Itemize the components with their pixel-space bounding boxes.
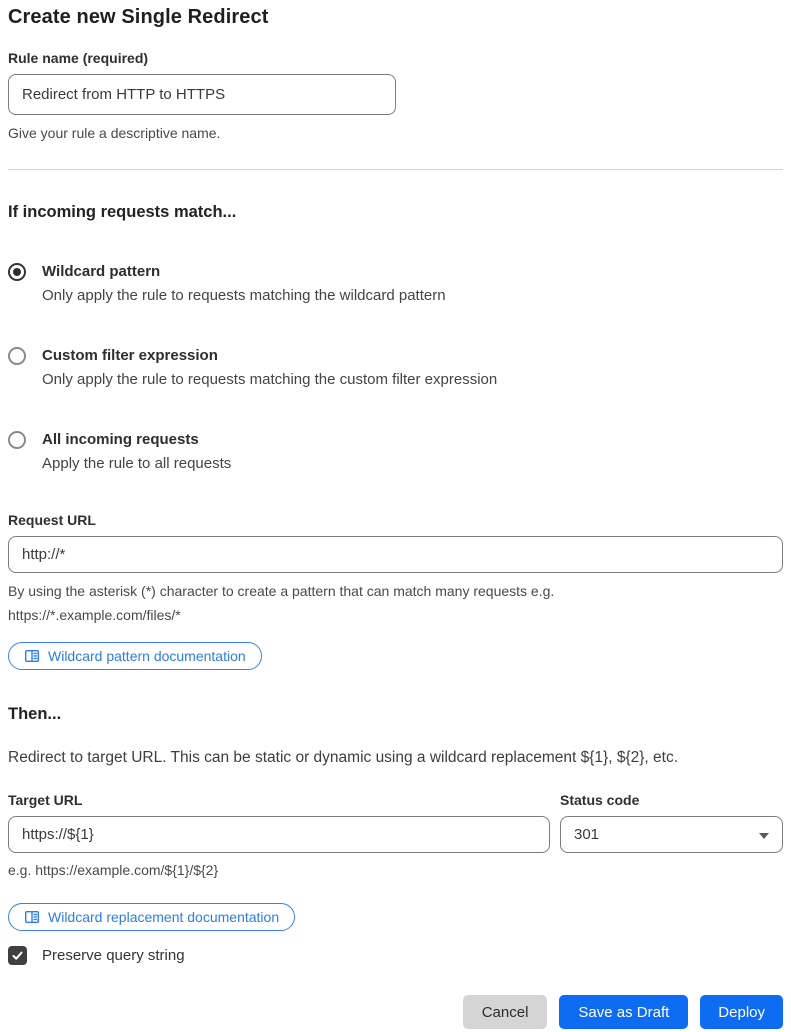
radio-option-label: Custom filter expression	[42, 347, 218, 364]
wildcard-replacement-documentation-button[interactable]	[8, 903, 295, 931]
status-code-selected-value: 301	[574, 826, 600, 843]
page-title: Create new Single Redirect	[8, 6, 269, 28]
rule-name-input[interactable]	[8, 74, 396, 115]
request-url-help: By using the asterisk (*) character to create a pattern that can match many requests e.g. https://*.example.com/files/*	[8, 583, 555, 623]
doc-button-label: Wildcard pattern documentation	[48, 648, 246, 664]
wildcard-pattern-documentation-button[interactable]	[8, 642, 262, 670]
save-as-draft-button[interactable]: Save as Draft	[559, 995, 688, 1029]
target-row-labels	[8, 792, 783, 808]
radio-option-custom-filter-expression[interactable]	[8, 346, 783, 390]
target-url-input[interactable]	[8, 816, 550, 853]
then-section-heading: Then...	[8, 705, 62, 723]
target-url-label: Target URL	[8, 792, 83, 808]
radio-option-label: All incoming requests	[42, 431, 199, 448]
request-url-input[interactable]	[8, 536, 783, 573]
deploy-button[interactable]: Deploy	[700, 995, 783, 1029]
target-url-help: e.g. https://example.com/${1}/${2}	[8, 862, 219, 878]
book-open-icon	[24, 648, 40, 664]
radio-option-wildcard-pattern[interactable]	[8, 262, 783, 306]
status-code-label: Status code	[560, 792, 640, 808]
book-open-icon	[24, 909, 40, 925]
rule-name-help: Give your rule a descriptive name.	[8, 125, 221, 141]
radio-option-description: Apply the rule to all requests	[42, 455, 232, 472]
radio-option-description: Only apply the rule to requests matching the wildcard pattern	[42, 287, 446, 304]
preserve-query-string-label: Preserve query string	[42, 947, 185, 964]
radio-button-icon[interactable]	[8, 263, 26, 281]
checkbox-checked-icon[interactable]	[8, 946, 27, 965]
radio-option-label: Wildcard pattern	[42, 263, 161, 280]
preserve-query-string-option[interactable]	[8, 946, 783, 965]
doc-button-label: Wildcard replacement documentation	[48, 909, 280, 925]
cancel-button[interactable]: Cancel	[463, 995, 548, 1029]
redirect-description: Redirect to target URL. This can be static or dynamic using a wildcard replacement ${1}, ${2}, etc.	[8, 749, 679, 766]
radio-button-icon[interactable]	[8, 347, 26, 365]
radio-option-all-incoming-requests[interactable]	[8, 430, 783, 474]
radio-option-description: Only apply the rule to requests matching the custom filter expression	[42, 371, 498, 388]
form-actions	[8, 995, 783, 1029]
status-code-select[interactable]	[560, 816, 783, 853]
match-section-heading: If incoming requests match...	[8, 203, 237, 221]
target-row-inputs	[8, 816, 783, 853]
match-type-radio-group	[8, 262, 783, 474]
chevron-down-icon	[759, 833, 769, 839]
rule-name-label: Rule name (required)	[8, 50, 149, 66]
request-url-label: Request URL	[8, 512, 96, 528]
radio-button-icon[interactable]	[8, 431, 26, 449]
section-divider	[8, 169, 783, 170]
